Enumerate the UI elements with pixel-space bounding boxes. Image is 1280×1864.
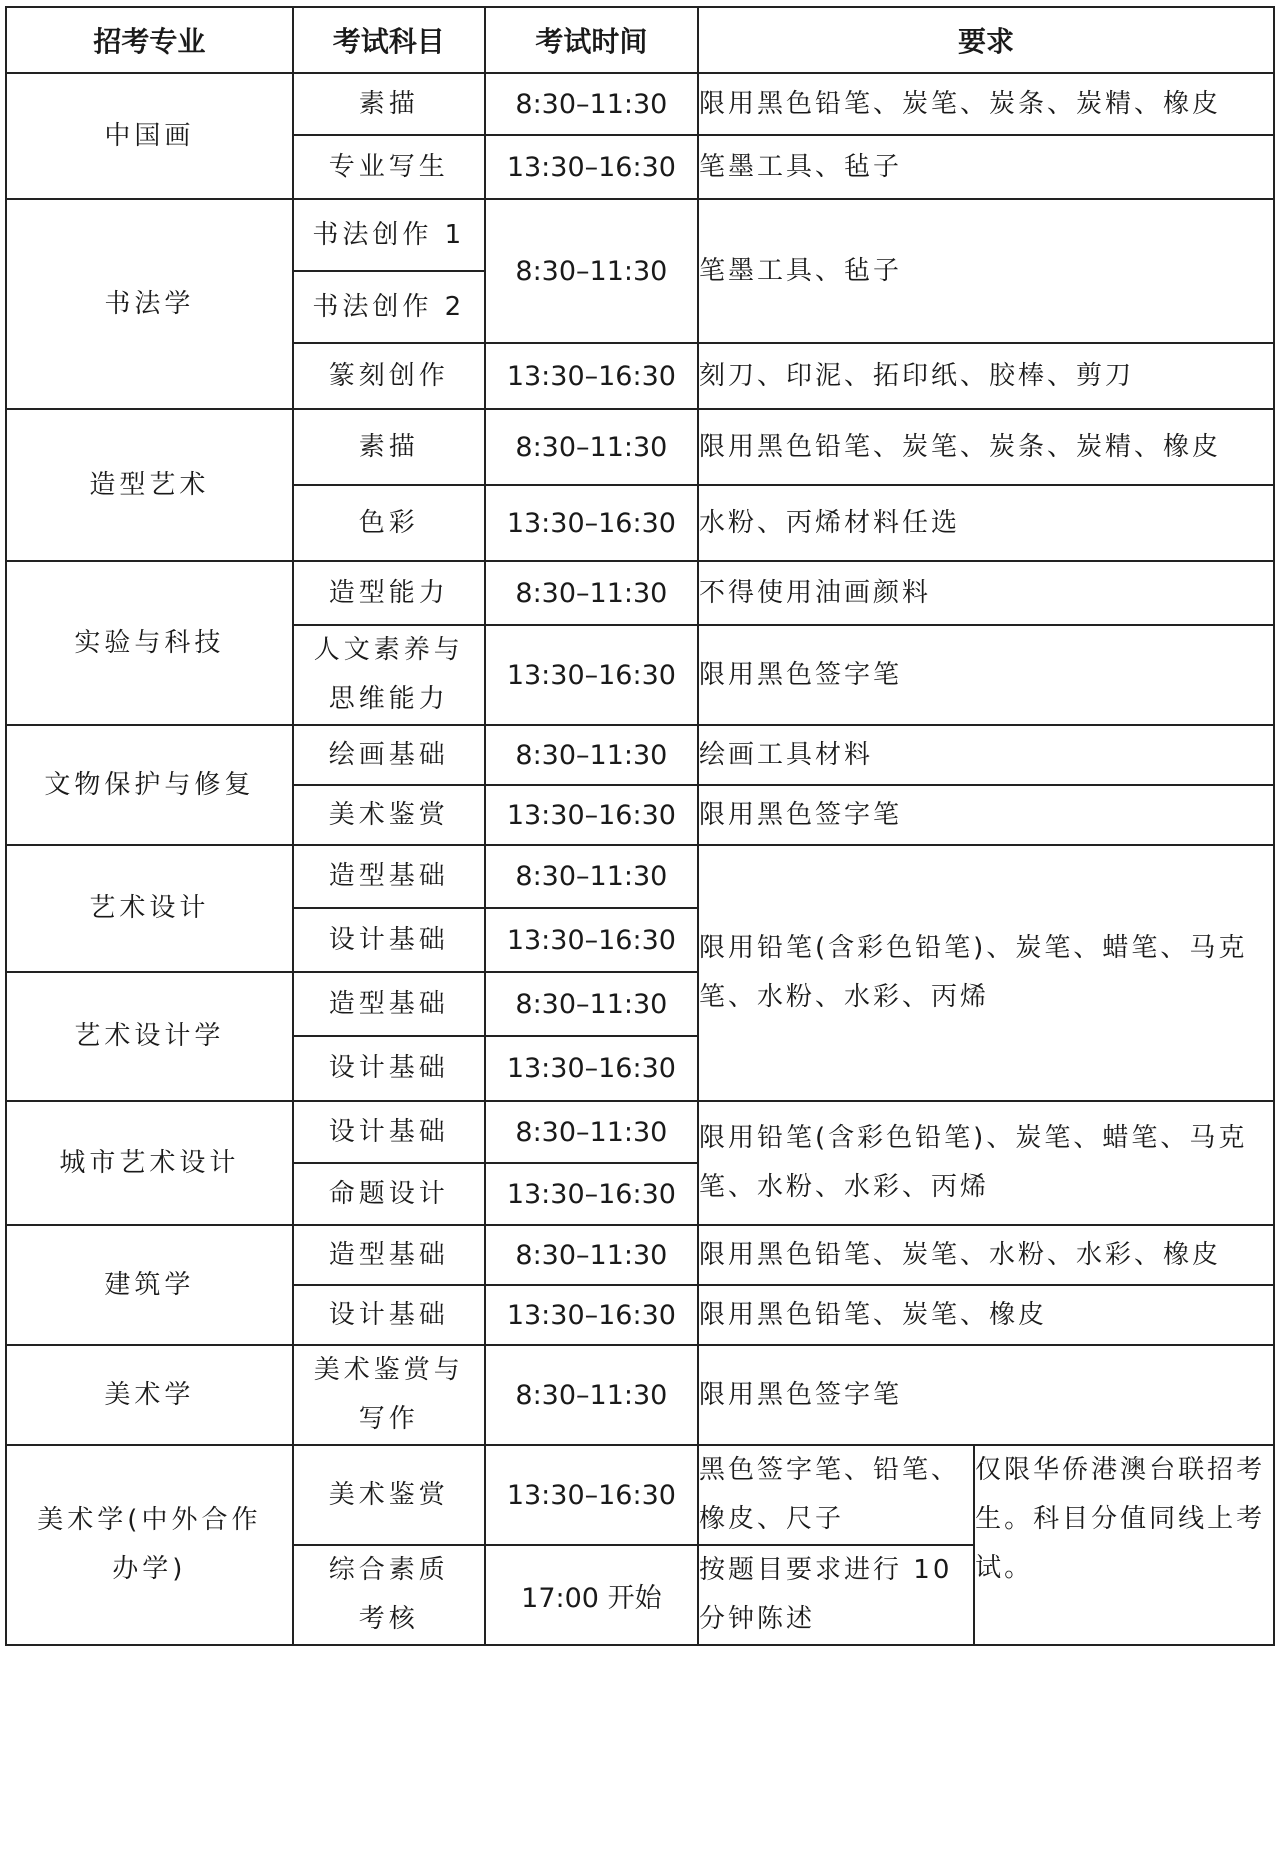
subject-cell: 美术鉴赏与写作 — [293, 1345, 485, 1445]
major-cell: 造型艺术 — [6, 409, 293, 561]
time-cell: 8:30–11:30 — [485, 561, 698, 625]
time-cell: 8:30–11:30 — [485, 845, 698, 908]
table-row — [6, 725, 1274, 785]
time-cell: 13:30–16:30 — [485, 1445, 698, 1545]
table-row — [6, 561, 1274, 625]
subject-cell: 造型基础 — [293, 845, 485, 908]
major-cell: 美术学 — [6, 1345, 293, 1445]
requirement-note-cell: 仅限华侨港澳台联招考生。科目分值同线上考试。 — [974, 1445, 1274, 1645]
subject-cell: 命题设计 — [293, 1163, 485, 1225]
subject-cell: 专业写生 — [293, 135, 485, 199]
subject-cell: 色彩 — [293, 485, 485, 561]
subject-cell: 素描 — [293, 73, 485, 135]
time-cell: 8:30–11:30 — [485, 972, 698, 1036]
subject-cell: 设计基础 — [293, 1285, 485, 1345]
requirement-cell: 笔墨工具、毡子 — [698, 199, 1274, 343]
requirement-cell: 限用铅笔(含彩色铅笔)、炭笔、蜡笔、马克笔、水粉、水彩、丙烯 — [698, 845, 1274, 1101]
time-cell: 8:30–11:30 — [485, 1225, 698, 1285]
table-row — [6, 1445, 1274, 1545]
subject-cell: 设计基础 — [293, 908, 485, 972]
table-row — [6, 73, 1274, 135]
subject-cell: 美术鉴赏 — [293, 785, 485, 845]
time-cell: 13:30–16:30 — [485, 908, 698, 972]
requirement-cell: 限用黑色签字笔 — [698, 785, 1274, 845]
time-cell: 13:30–16:30 — [485, 1285, 698, 1345]
table-row — [6, 199, 1274, 271]
requirement-cell: 限用黑色铅笔、炭笔、炭条、炭精、橡皮 — [698, 73, 1274, 135]
header-requirement: 要求 — [698, 7, 1274, 73]
subject-cell: 篆刻创作 — [293, 343, 485, 409]
major-cell: 城市艺术设计 — [6, 1101, 293, 1225]
requirement-cell: 限用黑色铅笔、炭笔、炭条、炭精、橡皮 — [698, 409, 1274, 485]
table-row — [6, 845, 1274, 908]
major-cell: 建筑学 — [6, 1225, 293, 1345]
requirement-cell: 按题目要求进行 10 分钟陈述 — [698, 1545, 974, 1645]
time-cell: 8:30–11:30 — [485, 1345, 698, 1445]
major-cell: 艺术设计学 — [6, 972, 293, 1101]
time-cell: 8:30–11:30 — [485, 1101, 698, 1163]
subject-cell: 造型基础 — [293, 972, 485, 1036]
table-row — [6, 1225, 1274, 1285]
requirement-cell: 限用黑色铅笔、炭笔、橡皮 — [698, 1285, 1274, 1345]
time-cell: 8:30–11:30 — [485, 73, 698, 135]
time-cell: 8:30–11:30 — [485, 199, 698, 343]
time-cell: 13:30–16:30 — [485, 485, 698, 561]
requirement-cell: 限用黑色签字笔 — [698, 1345, 1274, 1445]
table-row — [6, 409, 1274, 485]
subject-cell: 造型能力 — [293, 561, 485, 625]
header-time: 考试时间 — [485, 7, 698, 73]
subject-cell: 造型基础 — [293, 1225, 485, 1285]
subject-cell: 综合素质考核 — [293, 1545, 485, 1645]
subject-cell: 设计基础 — [293, 1036, 485, 1101]
requirement-cell: 水粉、丙烯材料任选 — [698, 485, 1274, 561]
requirement-cell: 限用黑色铅笔、炭笔、水粉、水彩、橡皮 — [698, 1225, 1274, 1285]
major-cell: 美术学(中外合作办学) — [6, 1445, 293, 1645]
exam-schedule-table — [5, 6, 1275, 1646]
time-cell: 13:30–16:30 — [485, 1036, 698, 1101]
time-cell: 17:00 开始 — [485, 1545, 698, 1645]
table-row — [6, 1101, 1274, 1163]
header-row — [6, 7, 1274, 73]
time-cell: 13:30–16:30 — [485, 625, 698, 725]
subject-cell: 美术鉴赏 — [293, 1445, 485, 1545]
subject-cell: 素描 — [293, 409, 485, 485]
time-cell: 8:30–11:30 — [485, 409, 698, 485]
subject-cell: 设计基础 — [293, 1101, 485, 1163]
time-cell: 13:30–16:30 — [485, 1163, 698, 1225]
table-row — [6, 1345, 1274, 1445]
subject-cell: 书法创作 2 — [293, 271, 485, 343]
time-cell: 13:30–16:30 — [485, 343, 698, 409]
major-cell: 文物保护与修复 — [6, 725, 293, 845]
subject-cell: 人文素养与思维能力 — [293, 625, 485, 725]
subject-cell: 书法创作 1 — [293, 199, 485, 271]
subject-cell: 绘画基础 — [293, 725, 485, 785]
header-major: 招考专业 — [6, 7, 293, 73]
requirement-cell: 限用铅笔(含彩色铅笔)、炭笔、蜡笔、马克笔、水粉、水彩、丙烯 — [698, 1101, 1274, 1225]
major-cell: 实验与科技 — [6, 561, 293, 725]
requirement-cell: 刻刀、印泥、拓印纸、胶棒、剪刀 — [698, 343, 1274, 409]
requirement-cell: 绘画工具材料 — [698, 725, 1274, 785]
major-cell: 中国画 — [6, 73, 293, 199]
requirement-cell: 不得使用油画颜料 — [698, 561, 1274, 625]
time-cell: 8:30–11:30 — [485, 725, 698, 785]
requirement-cell: 限用黑色签字笔 — [698, 625, 1274, 725]
requirement-cell: 笔墨工具、毡子 — [698, 135, 1274, 199]
major-cell: 书法学 — [6, 199, 293, 409]
requirement-cell: 黑色签字笔、铅笔、橡皮、尺子 — [698, 1445, 974, 1545]
time-cell: 13:30–16:30 — [485, 135, 698, 199]
time-cell: 13:30–16:30 — [485, 785, 698, 845]
header-subject: 考试科目 — [293, 7, 485, 73]
major-cell: 艺术设计 — [6, 845, 293, 972]
